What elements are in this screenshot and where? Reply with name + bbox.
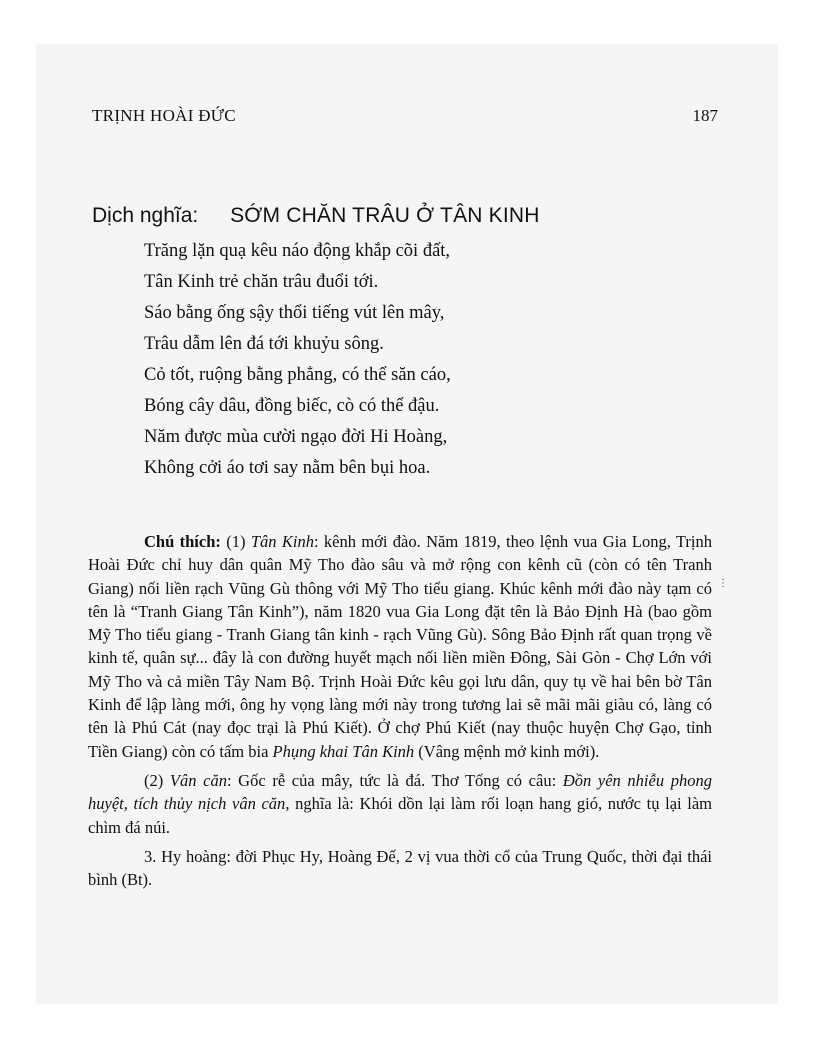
footnotes: [88, 530, 712, 891]
poem-line: Cỏ tốt, ruộng bằng phẳng, có thể săn cáo,: [144, 365, 451, 385]
note-2: [88, 769, 712, 839]
note-1-stele-name: Phụng khai Tân Kinh: [272, 741, 415, 761]
note-1: [88, 530, 712, 763]
poem-line: Tân Kinh trẻ chăn trâu đuổi tới.: [144, 272, 379, 292]
note-1-number: (1): [220, 532, 251, 551]
note-1-term: Tân Kinh: [250, 532, 314, 551]
note-2-term: Vân căn: [169, 770, 227, 790]
running-header-title: TRỊNH HOÀI ĐỨC: [92, 106, 236, 125]
note-1-text-end: (Vâng mệnh mở kinh mới).: [414, 741, 600, 761]
page-number: 187: [692, 106, 718, 125]
poem-line: Năm được mùa cười ngạo đời Hi Hoàng,: [144, 427, 448, 447]
translation-heading: [92, 204, 732, 228]
note-1-text: : kênh mới đào. Năm 1819, theo lệnh vua Gia Long, Trịnh Hoài Đức chỉ huy dân quân Mỹ Tho đào sâu và mở rộng con kênh cũ (còn có tên Tranh Giang) nối liền rạch Vũng Gù thông với Mỹ Tho tiểu giang. Khúc kênh mới đào này tạm có tên là “Tranh Giang Tân Kinh”), năm 1820 vua Gia Long đặt tên là Bảo Định Hà (bao gồm Mỹ Tho tiểu giang - Tranh Giang tân kinh - rạch Vũng Gù). Sông Bảo Định rất quan trọng về kinh tế, quân sự... đây là con đường huyết mạch nối liền miền Đông, Sài Gòn - Chợ Lớn với Mỹ Tho và cả miền Tây Nam Bộ. Trịnh Hoài Đức kêu gọi lưu dân, quy tụ về hai bên bờ Tân Kinh để lập làng mới, ông hy vọng làng mới này trong tương lai sẽ mãi mãi giàu có, làng có tên là Phú Cát (nay đọc trại là Phú Kiết). Ở chợ Phú Kiết (nay thuộc huyện Chợ Gạo, tỉnh Tiền Giang) còn có tấm bia: [88, 532, 712, 761]
running-header: [92, 106, 718, 130]
poem-line: Trăng lặn quạ kêu náo động khắp cõi đất,: [144, 241, 451, 261]
note-2-quote: Đồn yên nhiễu phong huyệt, tích thủy nịch vân căn: [88, 770, 712, 814]
note-2-text: : Gốc rễ của mây, tức là đá. Thơ Tống có câu:: [226, 770, 563, 790]
poem-line: Không cởi áo tơi say nằm bên bụi hoa.: [144, 458, 431, 478]
translation-label: Dịch nghĩa:: [92, 204, 199, 227]
poem-translation: [144, 236, 704, 484]
poem-line: Trâu dẫm lên đá tới khuỷu sông.: [144, 334, 384, 354]
margin-mark: ⋮: [718, 578, 728, 589]
poem-line: Bóng cây dâu, đồng biếc, cò có thể đậu.: [144, 396, 440, 416]
poem-line: Sáo bằng ống sậy thổi tiếng vút lên mây,: [144, 303, 445, 323]
note-2-text-end: , nghĩa là: Khói dồn lại làm rối loạn hang gió, nước tụ lại làm chìm đá núi.: [88, 794, 712, 837]
notes-label: Chú thích:: [144, 532, 221, 551]
poem-title: SỚM CHĂN TRÂU Ở TÂN KINH: [230, 204, 540, 227]
note-3: 3. Hy hoàng: đời Phục Hy, Hoàng Đế, 2 vị vua thời cổ của Trung Quốc, thời đại thái bình (Bt).: [88, 846, 712, 890]
note-2-number: (2): [144, 770, 170, 790]
book-page: [36, 44, 778, 1004]
